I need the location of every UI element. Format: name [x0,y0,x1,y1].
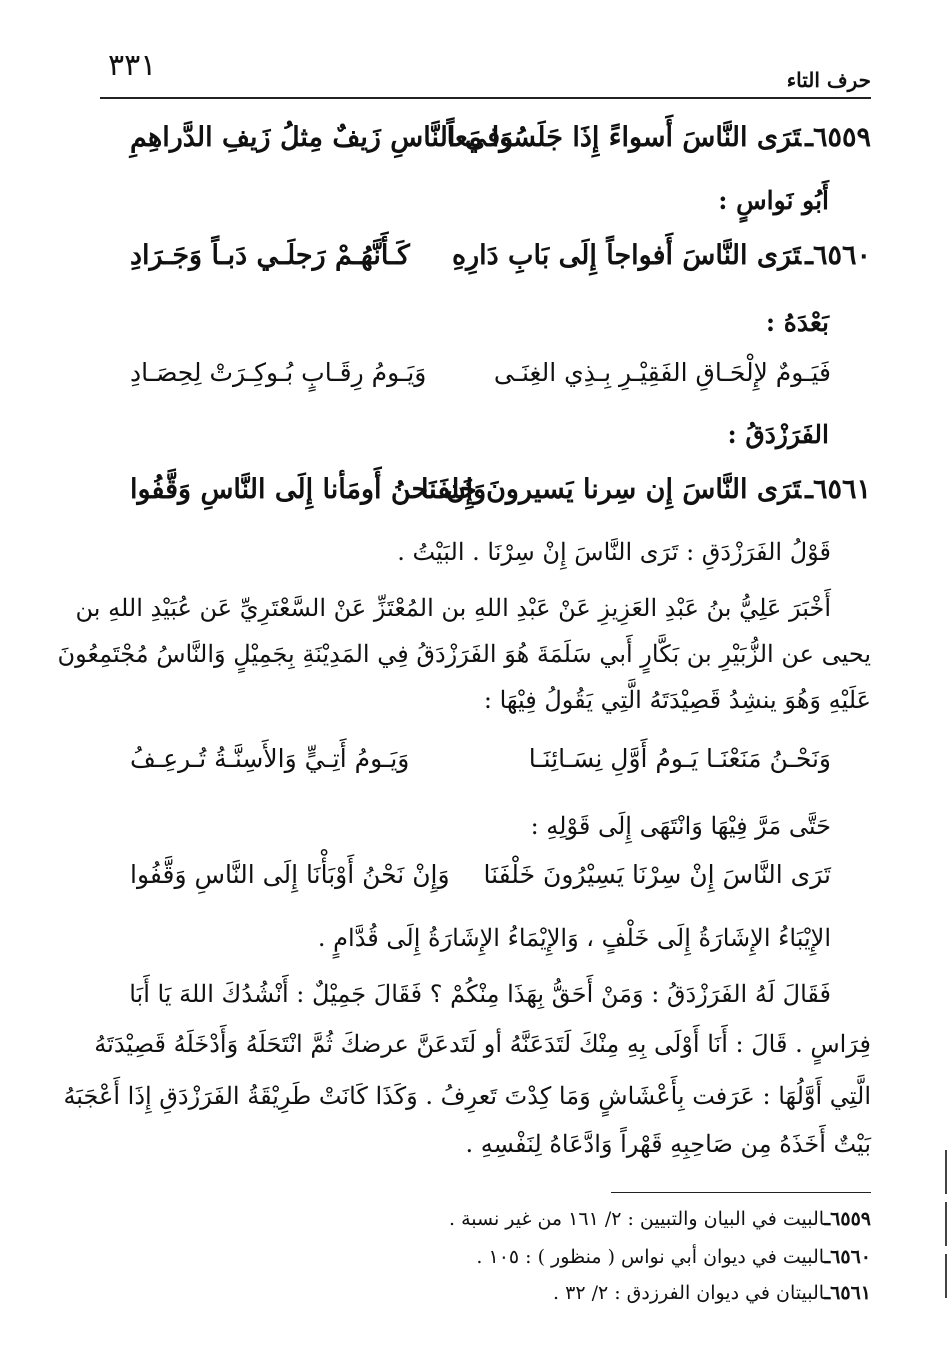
page-header [100,44,871,98]
verse-6560 [100,240,871,280]
prose-line: بَيْتٌ أَخَذَهُ مِن صَاحِبِهِ قَهْراً وَادَّعَاهُ لِنَفْسِهِ . [465,1130,871,1158]
header-divider [100,97,871,99]
verse-second-hemistich: وَإِنْ نَحْنُ أَوْبَأْنَا إِلَى النَّاسِ وَقَّفُوا [130,860,450,889]
verse-6559 [100,122,871,162]
scan-edge-marks [943,1150,947,1350]
footnote-number: ٦٥٥٩ـ [824,1208,871,1230]
verse-second-hemistich: وَيَـومُ رِقَـابٍ بُـوكِـرَتْ لِحِصَـادِ [130,358,427,387]
footnote [100,1208,871,1230]
page-number: ٣٣١ [108,48,157,83]
prose-line: فَقَالَ لَهُ الفَرَزْدَقُ : وَمَنْ أَحَقُّ بِهَذَا مِنْكُمْ ؟ فَقَالَ جَمِيْلٌ : أَنْشُدُكَ اللهَ يَا أَبَا [129,980,831,1008]
entry-number: ٦٥٦١ـ [805,474,871,505]
verse-second-hemistich: وَإِن نَحنُ أَومَأنا إِلَى النَّاسِ وَقَّفُوا [130,474,487,505]
prose-line: قَوْلُ الفَرَزْدَقِ : تَرَى النَّاسَ إِنْ سِرْنَا . البَيْتُ . [397,538,831,566]
verse-first-hemistich: تَرَى النَّاسَ إِنْ سِرْنَا يَسِيْرُونَ خَلْفَنَا [483,860,831,889]
footnote [100,1246,871,1268]
verse-second-hemistich: وَفي النَّاسِ زَيفٌ مِثلُ زَيفِ الدَّراهِمِ [130,122,514,153]
poet-name: بَعْدَهُ : [765,308,829,337]
poet-name: الفَرَزْدَقُ : [727,420,829,449]
footnote-number: ٦٥٦١ـ [824,1282,871,1304]
prose-line: حَتَّى مَرَّ فِيْهَا وَانْتَهَى إِلَى قَوْلِهِ : [530,812,831,840]
verse-first-hemistich: ٦٥٦١ـتَرَى النَّاسَ إِن سِرنا يَسيرونَ خَلفَنا [421,474,871,505]
prose-line: يحيى عن الزُّبَيْرِ بن بَكَّارٍ أَبي سَلَمَةَ هُوَ الفَرَزْدَقُ فِي المَدِيْنَةِ بِجَمِيْلٍ وَالنَّاسُ مُجْتَمِعُونَ [57,640,871,668]
footnote-number: ٦٥٦٠ـ [824,1246,871,1268]
running-head: حرف التاء [786,68,871,92]
entry-number: ٦٥٦٠ـ [805,240,871,271]
verse-first-hemistich: فَيَـومٌ لإِلْحَـاقِ الفَقِيْـرِ بِـذِي الغِنَـى [493,358,831,387]
footnote-text: البيت في البيان والتبيين : ٢/ ١٦١ من غير نسبة . [449,1208,825,1230]
verse-second-hemistich: وَيَـومُ أَتِـيٍّ وَالأَسِنَّـةُ تُـرعِـفُ [130,744,410,773]
verse-first-hemistich: ٦٥٥٩ـتَرَى النَّاسَ أَسواءً إِذَا جَلَسُوا مَعاً [446,122,871,153]
verse-line [100,744,871,784]
footnote [100,1282,871,1304]
verse-second-hemistich: كَـأَنَّهُـمْ رَجلَـي دَبـاً وَجَـرَادِ [130,240,410,271]
footnote-divider [611,1192,871,1193]
prose-line: أَخْبَرَ عَلِيُّ بنُ عَبْدِ العَزِيزِ عَنْ عَبْدِ اللهِ بن المُعْتَزِّ عَنْ السَّعْتَرِيِّ عَن عُبَيْدِ اللهِ بن [75,594,831,622]
prose-line: الَّتِي أَوَّلُهَا : عَرَفت بِأَعْشَاشٍ وَمَا كِدْتَ تَعرِفُ . وَكَذَا كَانَتْ طَرِيْقَةُ الفَرَزْدَقِ إِذَا أَعْجَبَهُ [63,1082,871,1110]
prose-line: الإِيْبَاءُ الإِشَارَةُ إِلَى خَلْفٍ ، وَالإِيْمَاءُ الإِشَارَةُ إِلَى قُدَّامٍ . [317,924,831,952]
prose-line: فِرَاسٍ . قَالَ : أَنَا أَوْلَى بِهِ مِنْكَ لَتَدَعَنَّهُ أو لَتَدعَنَّ عرضكَ ثُمَّ انْتَحَلَهُ وَأَدْخَلَهُ قَصِيْدَتَهُ [94,1030,871,1058]
poet-name: أَبُو نَواسٍ : [718,186,829,215]
verse-first-hemistich: وَنَحْـنُ مَنَعْنَـا يَـومُ أَوَّلِ نِسَـائِنَـا [528,744,831,773]
entry-number: ٦٥٥٩ـ [805,122,871,153]
verse-first-hemistich: ٦٥٦٠ـتَرَى النَّاسَ أَفواجاً إِلَى بَابِ دَارِهِ [451,240,871,271]
prose-line: عَلَيْهِ وَهُوَ ينشِدُ قَصِيْدَتَهُ الَّتِي يَقُولُ فِيْهَا : [483,686,871,714]
footnote-text: البيتان في ديوان الفرزدق : ٢/ ٣٢ . [553,1282,825,1304]
verse-line [100,358,871,398]
footnote-text: البيت في ديوان أبي نواس ( منظور ) : ١٠٥ . [476,1246,825,1268]
verse-line [100,860,871,900]
verse-6561 [100,474,871,514]
